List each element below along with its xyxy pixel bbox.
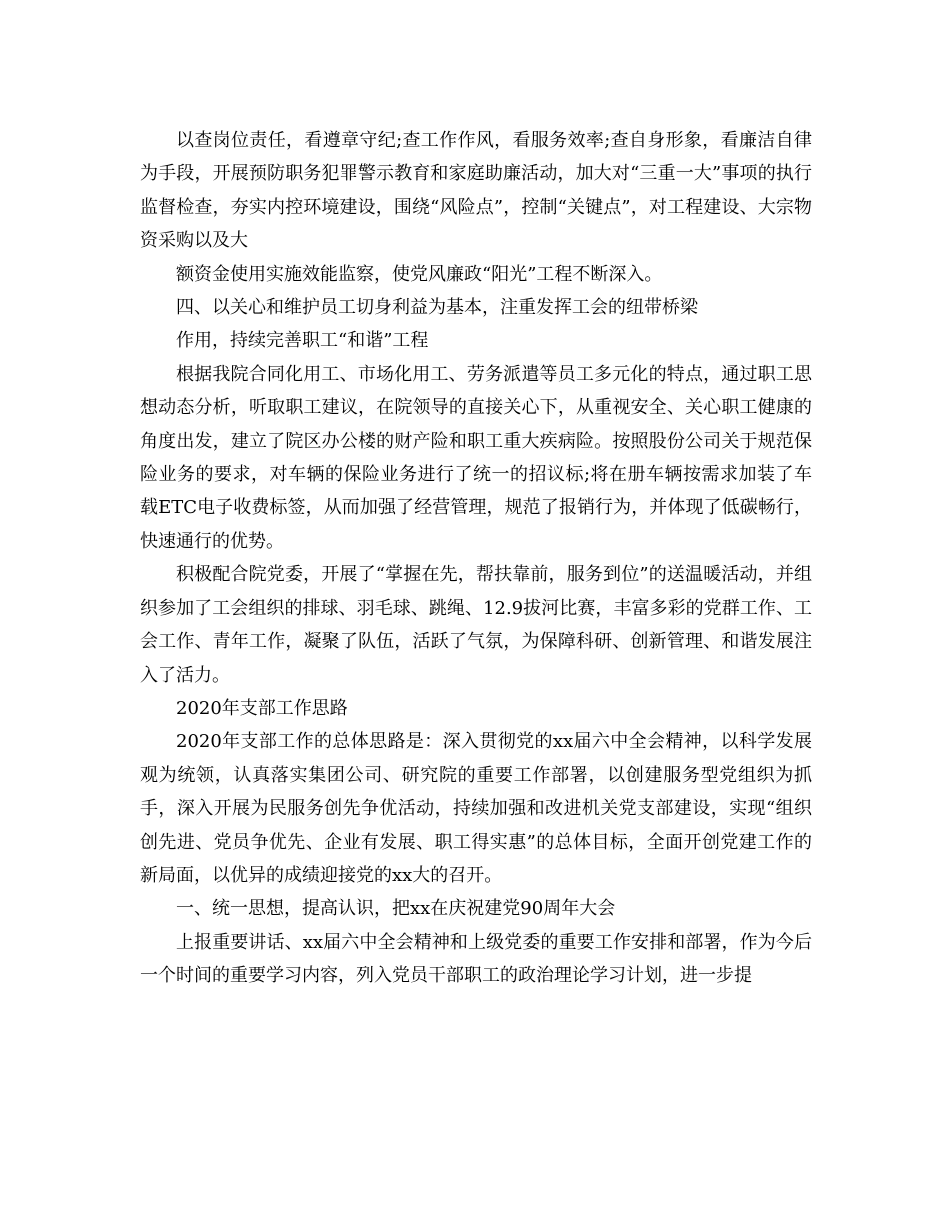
section-heading: 2020年支部工作思路 [176, 697, 348, 719]
paragraph: 以查岗位责任，看遵章守纪;查工作作风，看服务效率;查自身形象，看廉洁自律为手段，开展预防职务犯罪警示教育和家庭助廉活动，加大对“三重一大”事项的执行监督检查，夯实内控环境建设，围绕“风险点”，控制“关键点”，对工程建设、大宗物资采购以及大 [140, 130, 812, 252]
paragraph: 额资金使用实施效能监察，使党风廉政“阳光”工程不断深入。 [176, 263, 663, 285]
section-heading: 一、统一思想，提高认识，把xx在庆祝建党90周年大会 [176, 898, 616, 920]
paragraph: 上报重要讲话、xx届六中全会精神和上级党委的重要工作安排和部署，作为今后一个时间的重要学习内容，列入党员干部职工的政治理论学习计划，进一步提 [140, 931, 812, 987]
paragraph: 2020年支部工作的总体思路是：深入贯彻党的xx届六中全会精神，以科学发展观为统领，认真落实集团公司、研究院的重要工作部署，以创建服务型党组织为抓手，深入开展为民服务创先争优活动，持续加强和改进机关党支部建设，实现“组织创先进、党员争优先、企业有发展、职工得实惠”的总体目标，全面开创党建工作的新局面，以优异的成绩迎接党的xx大的召开。 [140, 731, 812, 886]
section-heading: 四、以关心和维护员工切身利益为基本，注重发挥工会的纽带桥梁 [176, 297, 698, 319]
paragraph: 根据我院合同化用工、市场化用工、劳务派遣等员工多元化的特点，通过职工思想动态分析，听取职工建议，在院领导的直接关心下，从重视安全、关心职工健康的角度出发，建立了院区办公楼的财产险和职工重大疾病险。按照股份公司关于规范保险业务的要求，对车辆的保险业务进行了统一的招议标;将在册车辆按需求加装了车载ETC电子收费标签，从而加强了经营管理，规范了报销行为，并体现了低碳畅行，快速通行的优势。 [140, 363, 812, 552]
section-heading-continued: 作用，持续完善职工“和谐”工程 [176, 330, 429, 352]
document-body [140, 124, 812, 993]
paragraph: 积极配合院党委，开展了“掌握在先，帮扶靠前，服务到位”的送温暖活动，并组织参加了工会组织的排球、羽毛球、跳绳、12.9拔河比赛，丰富多彩的党群工作、工会工作、青年工作，凝聚了队伍，活跃了气氛，为保障科研、创新管理、和谐发展注入了活力。 [140, 564, 812, 686]
